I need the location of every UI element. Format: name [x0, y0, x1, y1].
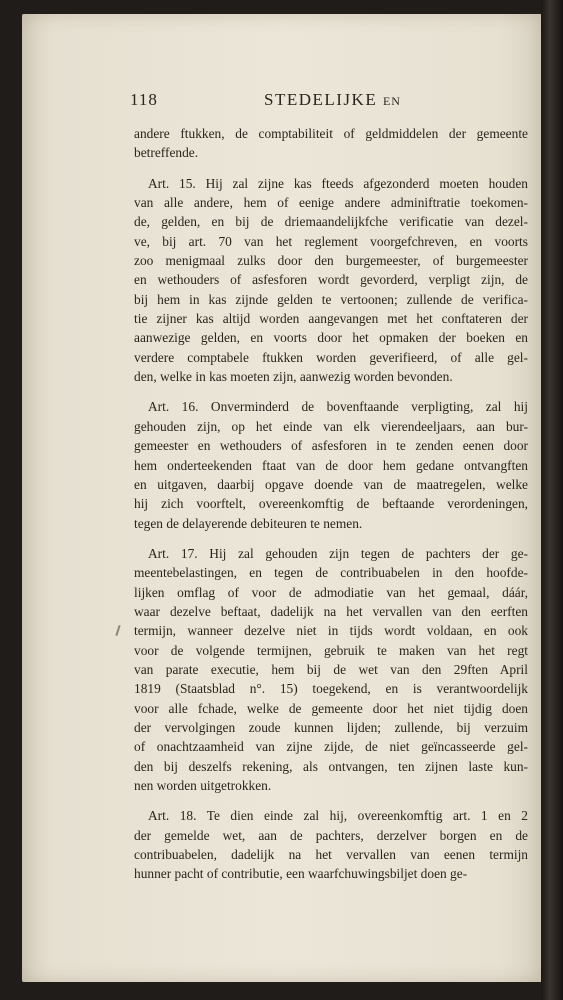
text-line: bij hem in kas zijnde gelden te vertoonen; zullende de verifica-: [134, 291, 528, 307]
text-line: verdere comptabele ftukken worden geverifieerd, of alle gel-: [134, 349, 528, 365]
paragraph-gap: [134, 386, 528, 397]
text-line: Art. 17. Hij zal gehouden zijn tegen de pachters der ge-: [148, 545, 528, 561]
text-line: contribuabelen, dadelijk na het vervallen van eenen termijn: [134, 847, 528, 863]
body-text: [134, 124, 528, 884]
text-line: voor alle fchade, welke de gemeente door het niet tijdig doen: [134, 700, 528, 716]
text-line: hij zich voorftelt, overeenkomftig de beftaande verordeningen,: [134, 496, 528, 512]
text-line: nen worden uitgetrokken.: [134, 778, 272, 793]
paragraph-gap: [134, 163, 528, 174]
text-line: van alle andere, hem of eenige andere adminiftratie toekomen-: [134, 195, 528, 211]
text-line: aanwezige gelden, en voorts door het opmaken der boeken en: [134, 330, 528, 346]
page-number: 118: [130, 90, 158, 109]
text-line: betreffende.: [134, 145, 199, 161]
running-head-main: STEDELIJKE: [264, 90, 378, 109]
paragraph-gap: [134, 533, 528, 544]
text-line: hem onderteekenden ftaat van de door hem gedane ontvangften: [134, 457, 528, 473]
text-line: gehouden zijn, op het einde van elk vierendeeljaars, aan bur-: [134, 418, 528, 434]
book-spine: [541, 0, 563, 1000]
text-line: hunner pacht of contributie, een waarfchuwingsbiljet doen ge-: [134, 866, 468, 882]
text-line: lijken omflag of voor de admodiatie van het gemaal, dáár,: [134, 584, 528, 600]
text-line: tegen de delayerende debiteuren te nemen.: [134, 515, 363, 531]
text-line: meentebelastingen, en tegen de contribuabelen in den hoofde-: [134, 565, 528, 581]
text-line: van parate executie, hem bij de wet van den 29ften April: [134, 661, 528, 677]
text-line: der gemelde wet, aan de pachters, derzelver borgen en de: [134, 827, 528, 843]
text-line: Art. 18. Te dien einde zal hij, overeenkomftig art. 1 en 2: [148, 808, 528, 824]
text-line: ve, bij art. 70 van het reglement voorgefchreven, en voorts: [134, 233, 528, 249]
text-line: zoo menigmaal zulks door den burgemeester, of burgemeester: [134, 253, 528, 269]
text-line: den bij deszelfs rekening, als ontvangen, ten zijnen laste kun-: [134, 758, 528, 774]
text-line: de, gelden, en bij de driemaandelijkfche verificatie van dezel-: [134, 214, 528, 230]
running-head: [264, 90, 401, 110]
page-header: [130, 90, 530, 112]
text-line: en uitgaven, daarbij opgave doende van de maatregelen, welke: [134, 476, 528, 492]
text-line: termijn, wanneer dezelve niet in tijds wordt voldaan, en ook: [134, 623, 528, 639]
text-line: andere ftukken, de comptabiliteit of geldmiddelen der gemeente: [134, 126, 528, 141]
running-head-small: EN: [382, 94, 401, 108]
text-line: 1819 (Staatsblad n°. 15) toegekend, en is verantwoordelijk: [134, 681, 528, 697]
text-line: waar dezelve beftaat, dadelijk na het vervallen van den eerften: [134, 603, 528, 619]
text-line: of onachtzaamheid van zijne zijde, de niet geïncasseerde gel-: [134, 739, 528, 755]
paragraph-art18: [134, 806, 528, 883]
text-line: gemeester en wethouders of asfesforen in te zenden eenen door: [134, 438, 528, 454]
text-line: Art. 15. Hij zal zijne kas fteeds afgezonderd moeten houden: [148, 175, 528, 191]
text-line: den, welke in kas moeten zijn, aanwezig worden bevonden.: [134, 369, 453, 385]
paragraph-art15: [134, 174, 528, 387]
paragraph-art17: [134, 544, 528, 795]
text-line: en wethouders of asfesforen wordt gevorderd, verpligt zijn, de: [134, 272, 528, 288]
text-line: Art. 16. Onverminderd de bovenftaande verpligting, zal hij: [148, 399, 528, 415]
paragraph-art16: [134, 397, 528, 532]
paragraph-gap: [134, 795, 528, 806]
paragraph-intro: [134, 124, 528, 163]
text-line: tie zijner kas altijd worden aangevangen met het conftateren der: [134, 311, 528, 327]
text-line: voor de volgende termijnen, gebruik te maken van het regt: [134, 642, 528, 658]
text-line: der vervolgingen zoude kunnen lijden; zullende, bij verzuim: [134, 719, 528, 735]
